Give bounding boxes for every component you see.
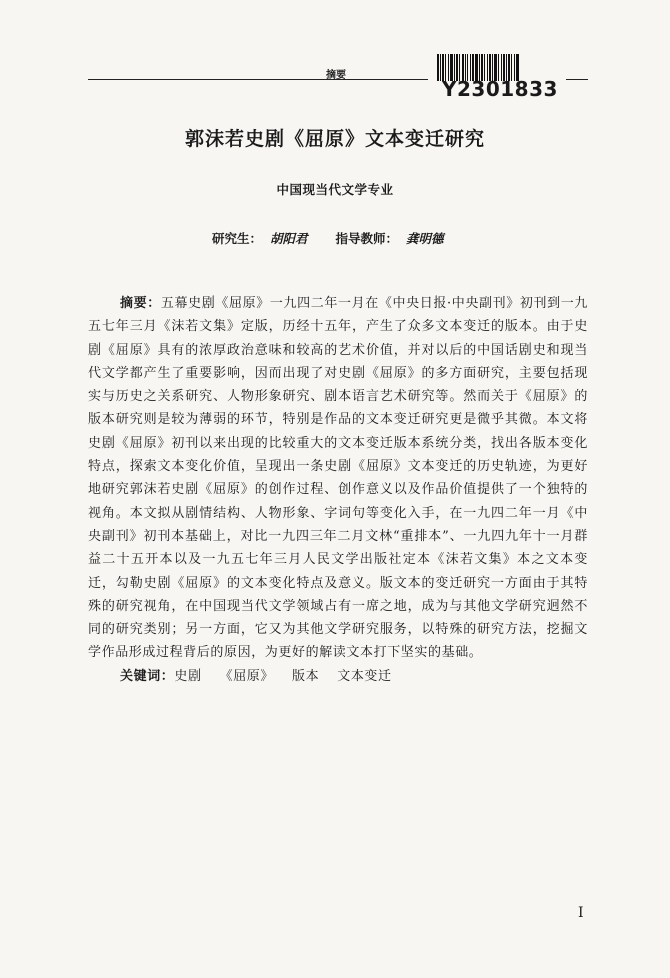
keyword: 文本变迁 bbox=[337, 668, 392, 684]
header-section-label: 摘要 bbox=[326, 70, 346, 81]
header-rule-left bbox=[88, 79, 428, 80]
keywords-line bbox=[88, 665, 588, 688]
abstract-paragraph bbox=[88, 292, 588, 665]
advisor-label: 指导教师： bbox=[335, 231, 399, 246]
barcode-number: Y2301833 bbox=[442, 77, 558, 101]
major: 中国现当代文学专业 bbox=[276, 182, 394, 197]
barcode bbox=[437, 54, 559, 100]
thesis-title: 郭沫若史剧《屈原》文本变迁研究 bbox=[184, 128, 485, 150]
barcode-bar bbox=[437, 54, 439, 81]
advisor-name: 龚明德 bbox=[406, 231, 444, 246]
student-name: 胡阳君 bbox=[270, 231, 308, 246]
author-line bbox=[212, 229, 444, 247]
header-rule-right bbox=[566, 79, 588, 80]
keywords-label: 关键词： bbox=[120, 668, 175, 684]
page-number: I bbox=[578, 905, 584, 921]
barcode-bar bbox=[440, 54, 441, 81]
abstract-label: 摘要： bbox=[120, 296, 161, 311]
abstract bbox=[88, 292, 588, 688]
keyword: 版本 bbox=[292, 668, 320, 684]
keyword: 《屈原》 bbox=[219, 668, 275, 684]
student-label: 研究生： bbox=[212, 231, 263, 246]
keyword: 史剧 bbox=[174, 668, 202, 684]
abstract-text: 五幕史剧《屈原》一九四二年一月在《中央日报·中央副刊》初刊到一九五七年三月《沫若文集》定版，历经十五年，产生了众多文本变迁的版本。由于史剧《屈原》具有的浓厚政治意味和较高的艺术价值，并对以后的中国话剧史和现当代文学都产生了重要影响，因而出现了对史剧《屈原》的多方面研究，主要包括现实与历史之关系研究、人物形象研究、剧本语言艺术研究等。然而关于《屈原》的版本研究则是较为薄弱的环节，特别是作品的文本变迁研究更是微乎其微。本文将史剧《屈原》初刊以来出现的比较重大的文本变迁版本系统分类，找出各版本变化特点，探索文本变化价值，呈现出一条史剧《屈原》文本变迁的历史轨迹，为更好地研究郭沫若史剧《屈原》的创作过程、创作意义以及作品价值提供了一个独特的视角。本文拟从剧情结构、人物形象、字词句等变化入手，在一九四二年一月《中央副刊》初刊本基础上，对比一九四三年二月文林“重排本”、一九四九年十一月群益二十五开本以及一九五七年三月人民文学出版社定本《沫若文集》本之文本变迁，勾勒史剧《屈原》的文本变化特点及意义。版文本的变迁研究一方面由于其特殊的研究视角，在中国现当代文学领域占有一席之地，成为与其他文学研究迥然不同的研究类别；另一方面，它又为其他文学研究服务，以特殊的研究方法，挖掘文学作品形成过程背后的原因，为更好的解读文本打下坚实的基础。 bbox=[88, 296, 588, 661]
